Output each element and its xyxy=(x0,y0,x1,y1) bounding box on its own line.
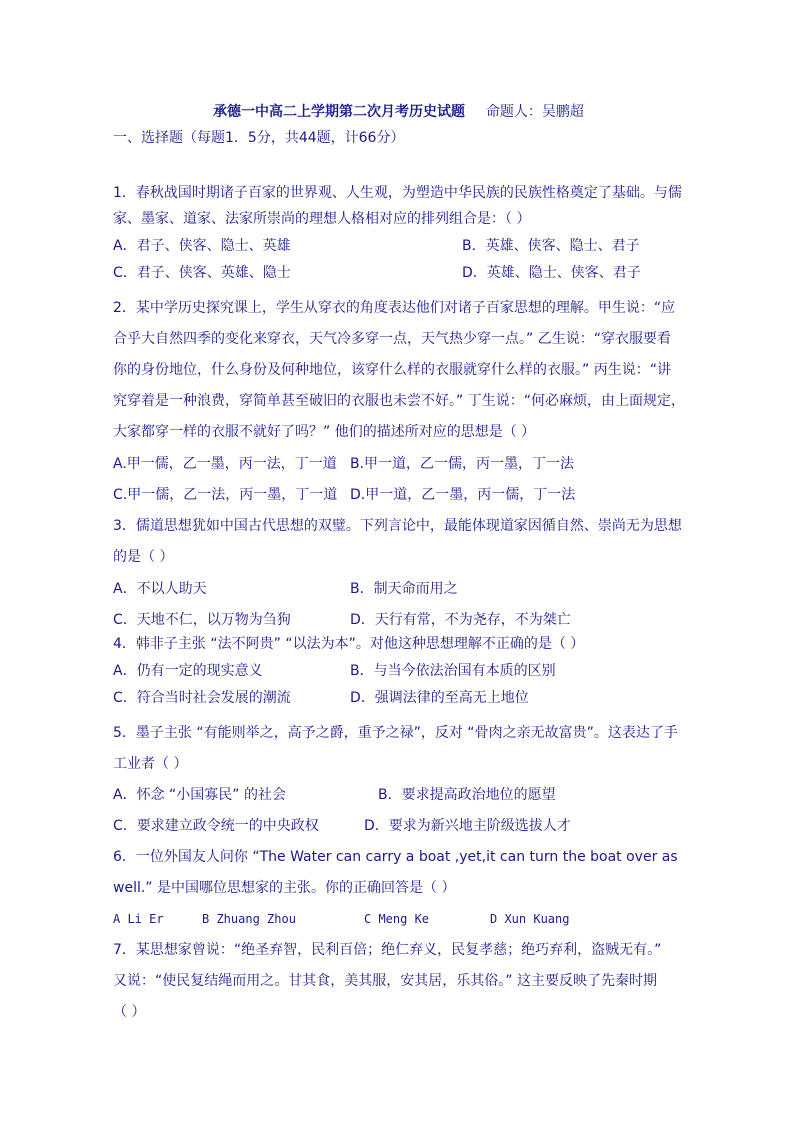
q7-stem-line-2: 又说：“使民复结绳而用之。甘其食，美其服，安其居，乐其俗。” 这主要反映了先秦时期 xyxy=(113,973,657,989)
q7-stem-line-1: 7．某思想家曾说：“绝圣弃智，民利百倍；绝仁弃义，民复孝慈；绝巧弃利，盗贼无有。” xyxy=(113,942,662,958)
title-text: 承德一中高二上学期第二次月考历史试题 xyxy=(213,104,465,120)
q3-stem-line-2: 的是（ ） xyxy=(113,549,174,565)
q5-stem-line-2: 工业者（ ） xyxy=(113,756,188,772)
q7-stem-line-3: （ ） xyxy=(113,1004,146,1020)
q6-stem-line-1 xyxy=(113,848,678,866)
q1-option-b: B．英雄、侠客、隐士、君子 xyxy=(462,238,640,254)
q6-option-d: D Xun Kuang xyxy=(490,912,570,926)
q6-stem-line-2: well.” 是中国哪位思想家的主张。你的正确回答是（ ） xyxy=(113,880,456,896)
q4-stem-line-1: 4．韩非子主张 “法不阿贵” “以法为本”。对他这种思想理解不正确的是（ ） xyxy=(113,636,585,652)
q6-stem-text: 6．一位外国友人问你 “The Water can carry a boat ,yet,it can turn the boat over as xyxy=(113,849,678,865)
q5-option-d: D．要求为新兴地主阶级选拔人才 xyxy=(364,818,571,834)
q6-option-a: A Li Er xyxy=(113,912,164,926)
q1-stem-line-1: 1．春秋战国时期诸子百家的世界观、人生观，为塑造中华民族的民族性格奠定了基础。与儒 xyxy=(113,185,682,201)
q3-option-a: A．不以人助天 xyxy=(113,581,207,597)
q2-option-c: C.甲一儒，乙一法，丙一墨，丁一道 xyxy=(113,487,338,503)
q5-option-a: A．怀念 “小国寡民” 的社会 xyxy=(113,787,286,803)
author-text: 命题人：吴鹏超 xyxy=(485,104,584,120)
q4-option-d: D．强调法律的至高无上地位 xyxy=(350,690,529,706)
exam-title xyxy=(213,103,584,121)
q2-option-b: B.甲一道，乙一儒，丙一墨，丁一法 xyxy=(350,456,575,472)
q4-option-c: C．符合当时社会发展的潮流 xyxy=(113,690,291,706)
q4-option-a: A．仍有一定的现实意义 xyxy=(113,663,263,679)
q1-stem-line-2: 家、墨家、道家、法家所崇尚的理想人格相对应的排列组合是：（ ） xyxy=(113,211,531,227)
q2-stem-line-2: 合乎大自然四季的变化来穿衣，天气冷多穿一点，天气热少穿一点。” 乙生说：“穿衣服要看 xyxy=(113,331,671,347)
q2-option-d: D.甲一道，乙一墨，丙一儒，丁一法 xyxy=(350,487,576,503)
q3-option-d: D．天行有常，不为尧存，不为桀亡 xyxy=(350,612,571,628)
q1-option-c: C．君子、侠客、英雄、隐士 xyxy=(113,265,291,281)
q5-option-c: C．要求建立政令统一的中央政权 xyxy=(113,818,319,834)
q3-stem-line-1: 3．儒道思想犹如中国古代思想的双璧。下列言论中，最能体现道家因循自然、崇尚无为思想 xyxy=(113,518,682,534)
q6-option-c: C Meng Ke xyxy=(364,912,430,926)
q5-stem-line-1: 5．墨子主张 “有能则举之，高予之爵，重予之禄”，反对 “骨肉之亲无故富贵”。这表达了手 xyxy=(113,725,678,741)
q4-option-b: B．与当今依法治国有本质的区别 xyxy=(350,663,556,679)
q2-stem-line-4: 究穿着是一种浪费，穿简单甚至破旧的衣服也未尝不好。” 丁生说：“何必麻烦，由上面规定， xyxy=(113,393,685,409)
q2-stem-line-5: 大家都穿一样的衣服不就好了吗？” 他们的描述所对应的思想是（ ） xyxy=(113,424,536,440)
q2-stem-line-1: 2．某中学历史探究课上，学生从穿衣的角度表达他们对诸子百家思想的理解。甲生说：“应 xyxy=(113,300,676,316)
q3-option-b: B．制天命而用之 xyxy=(350,581,458,597)
q2-option-a: A.甲一儒，乙一墨，丙一法，丁一道 xyxy=(113,456,337,472)
q1-option-a: A．君子、侠客、隐士、英雄 xyxy=(113,238,291,254)
q6-option-b: B Zhuang Zhou xyxy=(202,912,296,926)
q5-option-b: B．要求提高政治地位的愿望 xyxy=(378,787,556,803)
section-heading: 一、选择题（每题1．5分，共44题，计66分） xyxy=(113,130,405,146)
q3-option-c: C．天地不仁，以万物为刍狗 xyxy=(113,612,291,628)
q1-option-d: D．英雄、隐士、侠客、君子 xyxy=(462,265,641,281)
q2-stem-line-3: 你的身份地位，什么身份及何种地位，该穿什么样的衣服就穿什么样的衣服。” 丙生说：“讲 xyxy=(113,362,671,378)
